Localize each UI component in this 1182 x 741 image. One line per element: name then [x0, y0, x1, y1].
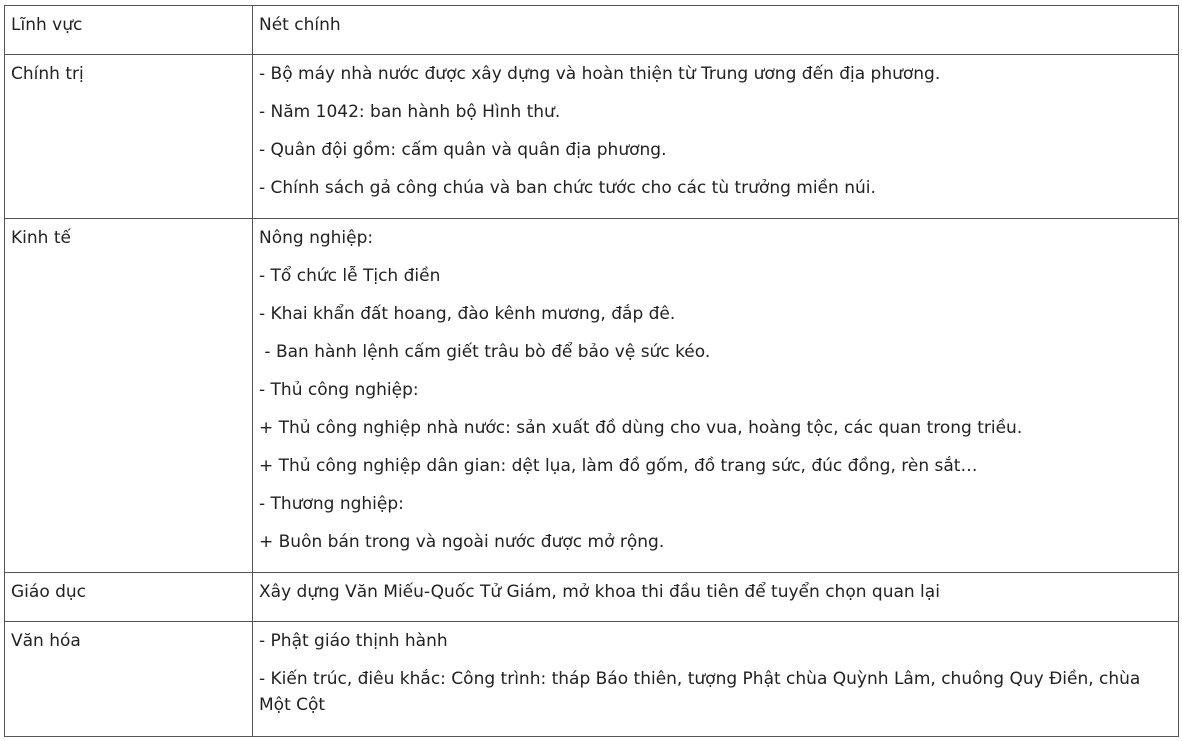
- field-name-economy: Kinh tế: [11, 228, 71, 248]
- feature-line: - Thương nghiệp:: [259, 494, 404, 514]
- field-cell: [5, 573, 253, 622]
- feature-line: - Chính sách gả công chúa và ban chức tước cho các tù trưởng miền núi.: [259, 178, 876, 198]
- feature-line: + Thủ công nghiệp dân gian: dệt lụa, làm đồ gốm, đồ trang sức, đúc đồng, rèn sắt…: [259, 456, 978, 476]
- header-cell-features: [253, 6, 1179, 55]
- header-field-label: Lĩnh vực: [11, 15, 83, 35]
- feature-line: Nông nghiệp:: [259, 228, 374, 248]
- features-cell: [253, 55, 1179, 219]
- features-cell: [253, 219, 1179, 573]
- feature-line: - Thủ công nghiệp:: [259, 380, 419, 400]
- field-name-education: Giáo dục: [11, 582, 87, 602]
- table-row-culture: [5, 622, 1179, 737]
- table-header-row: [5, 6, 1179, 55]
- features-cell: [253, 622, 1179, 737]
- table-row-education: [5, 573, 1179, 622]
- feature-line: + Buôn bán trong và ngoài nước được mở rộng.: [259, 532, 665, 552]
- field-cell: [5, 219, 253, 573]
- table-row-politics: [5, 55, 1179, 219]
- field-cell: [5, 622, 253, 737]
- field-name-politics: Chính trị: [11, 64, 84, 84]
- header-cell-field: [5, 6, 253, 55]
- feature-line: - Năm 1042: ban hành bộ Hình thư.: [259, 102, 561, 122]
- feature-line: - Kiến trúc, điêu khắc: Công trình: tháp Báo thiên, tượng Phật chùa Quỳnh Lâm, chuông Quy Điền, chùa Một Cột: [259, 669, 1146, 715]
- feature-line: Xây dựng Văn Miếu-Quốc Tử Giám, mở khoa thi đầu tiên để tuyển chọn quan lại: [259, 582, 940, 602]
- feature-line: + Thủ công nghiệp nhà nước: sản xuất đồ dùng cho vua, hoàng tộc, các quan trong triều.: [259, 418, 1023, 438]
- feature-line: - Quân đội gồm: cấm quân và quân địa phương.: [259, 140, 667, 160]
- field-cell: [5, 55, 253, 219]
- feature-line: - Tổ chức lễ Tịch điền: [259, 266, 441, 286]
- header-features-label: Nét chính: [259, 15, 341, 35]
- history-table: [4, 5, 1179, 737]
- table-row-economy: [5, 219, 1179, 573]
- feature-line: - Phật giáo thịnh hành: [259, 631, 448, 651]
- features-cell: [253, 573, 1179, 622]
- field-name-culture: Văn hóa: [11, 631, 81, 651]
- feature-line: - Ban hành lệnh cấm giết trâu bò để bảo vệ sức kéo.: [259, 342, 711, 362]
- feature-line: - Bộ máy nhà nước được xây dựng và hoàn thiện từ Trung ương đến địa phương.: [259, 64, 941, 84]
- feature-line: - Khai khẩn đất hoang, đào kênh mương, đắp đê.: [259, 304, 676, 324]
